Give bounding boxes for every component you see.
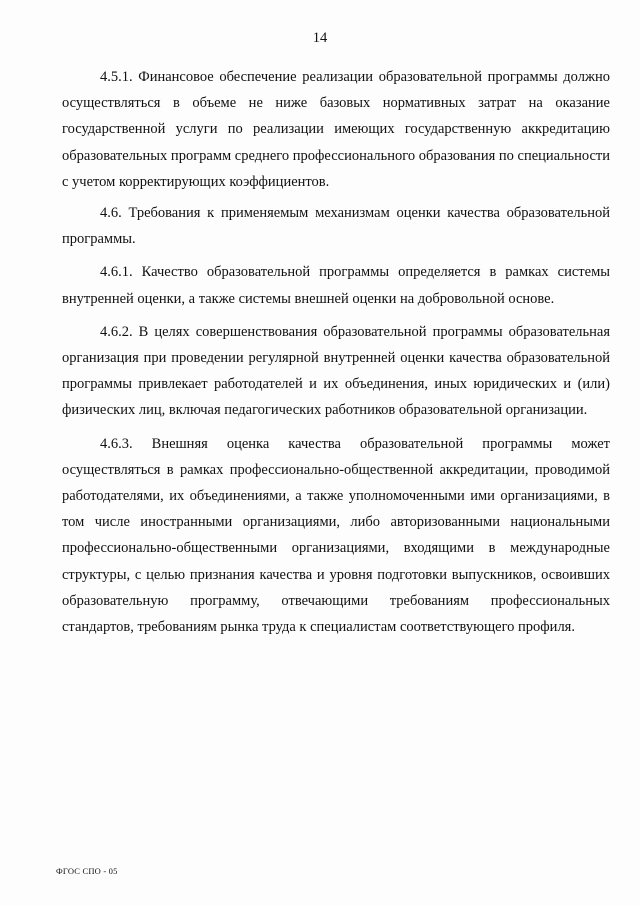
paragraph-4-6-3: 4.6.3. Внешняя оценка качества образовательной программы может осуществляться в рамках профессионально-общественной аккредитации, проводимой работодателями, их объединениями, а также уполномоченными ими организациями, в том числе иностранными организациями, либо авторизованными национальными профессионально-общественными организациями, входящими в международные структуры, с целью признания качества и уровня подготовки выпускников, освоивших образовательную программу, отвечающими требованиям профессиональных стандартов, требованиям рынка труда к специалистам соответствующего профиля. <box>62 435 610 636</box>
paragraph-4-6-2: 4.6.2. В целях совершенствования образовательной программы образовательная организация при проведении регулярной внутренней оценки качества образовательной программы привлекает работодателей и их объединения, иных юридических и (или) физических лиц, включая педагогических работников образовательной организации. <box>62 323 610 419</box>
paragraph-4-5-1: 4.5.1. Финансовое обеспечение реализации образовательной программы должно осуществляться в объеме не ниже базовых нормативных затрат на оказание государственной услуги по реализации имеющих государственную аккредитацию образовательных программ среднего профессионального образования по специальности с учетом корректирующих коэффициентов. <box>62 69 610 190</box>
page-number: 14 <box>312 30 328 46</box>
document-body <box>62 64 610 647</box>
paragraph-4-6: 4.6. Требования к применяемым механизмам оценки качества образовательной программы. <box>62 205 610 248</box>
footer-code: ФГОС СПО - 05 <box>56 866 118 876</box>
paragraph-4-6-1: 4.6.1. Качество образовательной программы определяется в рамках системы внутренней оценки, а также системы внешней оценки на добровольной основе. <box>62 264 610 307</box>
